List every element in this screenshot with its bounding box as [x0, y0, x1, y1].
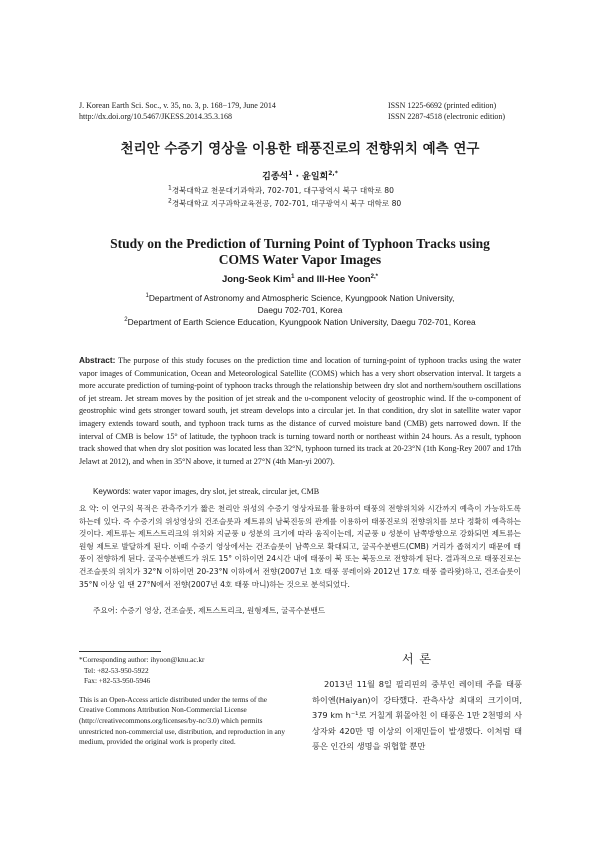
- korean-affiliations: [168, 184, 498, 210]
- korean-affiliation-1: [168, 184, 498, 197]
- issn-electronic: ISSN 2287-4518 (electronic edition): [388, 112, 506, 121]
- author-conjunction: and: [294, 274, 317, 285]
- author-separator: ·: [292, 172, 303, 182]
- korean-keywords: [93, 605, 521, 616]
- affiliation-text: 경북대학교 천문대기과학과, 702-701, 대구광역시 북구 대학로 80: [171, 186, 394, 195]
- english-author-2: Ill-Hee Yoon: [316, 274, 371, 285]
- korean-author-1: 김종석: [262, 172, 289, 182]
- keywords-label: Keywords:: [93, 487, 131, 496]
- keywords-text: water vapor images, dry slot, jet streak, circular jet, CMB: [132, 487, 320, 496]
- affiliation-text: Department of Earth Science Education, Kyungpook Nation University, Daegu 702-701, Korea: [127, 317, 476, 327]
- english-author-1-sup: 1: [291, 273, 295, 280]
- korean-abstract: [79, 503, 521, 591]
- korean-keywords-label: 주요어:: [93, 606, 118, 615]
- korean-title: 천리안 수증기 영상을 이용한 태풍진로의 전향위치 예측 연구: [120, 141, 480, 157]
- korean-abstract-label: 요 약:: [79, 504, 99, 513]
- english-affiliation-2: [60, 316, 540, 328]
- fax: Fax: +82-53-950-5946: [84, 676, 151, 686]
- english-title-line-1: Study on the Prediction of Turning Point of Typhoon Tracks using: [110, 236, 490, 251]
- korean-authors: [60, 169, 540, 182]
- journal-citation: [79, 100, 339, 122]
- doi-link[interactable]: http://dx.doi.org/10.5467/JKESS.2014.35.3.168: [79, 112, 232, 121]
- affiliation-sup: 2: [124, 317, 128, 324]
- phone: Tel: +82-53-950-5922: [84, 665, 149, 675]
- journal-line: J. Korean Earth Sci. Soc., v. 35, no. 3, p. 168−179, June 2014: [79, 101, 276, 110]
- korean-author-1-sup: 1: [288, 170, 293, 177]
- affiliation-sup: 1: [145, 293, 149, 300]
- abstract-text: The purpose of this study focuses on the prediction time and location of turning-point of typhoon tracks using the water vapor images of Communication, Ocean and Meteorological Satellite (COMS) which has a very short observation interval. It targets a more accurate prediction of turning-point of typhoon tracks through the relationship between dry slot and northern/southern oscillations of jet stream. Jet stream moves by the position of jet streak and the υ-component velocity of geostrophic wind. If the υ-component of geostrophic wind gets stronger toward south, jet stream develops into a circular jet. In that condition, dry slot in satellite water vapor imagery extends toward south, and typhoon track turns as the distance of curved moisture band (CMB) gets narrowed down. If the interval of CMB is below 15° of latitude, the typhoon track is turning toward north or northeast within 24 hours. As a result, typhoon track showed that when dry slot position was located less than 32°N, typhoon turned its track at 20-23°N (1th Kong-Rey 2007 and 17th Jelawt at 2012), and when in 35°N above, it turned at 27°N (4th Man-yi 2007).: [79, 356, 521, 466]
- issn-print: ISSN 1225-6692 (printed edition): [388, 101, 497, 110]
- korean-keywords-text: 수증기 영상, 건조슬롯, 제트스트리크, 원형제트, 굴곡수분밴드: [120, 606, 326, 615]
- english-author-2-sup: 2,*: [370, 273, 379, 280]
- english-authors: [60, 274, 540, 285]
- korean-abstract-text: 이 연구의 목적은 관측주기가 짧은 천리안 위성의 수증기 영상자료를 활용하여 태풍의 전향위치와 시간까지 예측이 가능하도록 하는데 있다. 즉 수증기의 위성영상의 건조슬롯과 제트류의 남북진동의 관계를 이용하여 태풍진로의 전향위치를 보다 정확히 예측하는 것이다. 제트류는 제트스트리크의 위치와 지균풍 υ 성분의 크기에 따라 움직이는데, 지균풍 υ 성분이 남쪽방향으로 강화되면 제트류는 원형 제트로 발달하게 된다. 이때 수증기 영상에서는 건조슬롯이 남쪽으로 확대되고, 굴곡수분밴드(CMB) 거리가 좁혀지기 때문에 태풍이 전향하게 된다. 굴곡수분밴드가 위도 15° 이하이면 24시간 내에 태풍이 북 또는 북동으로 전향하게 된다. 결과적으로 태풍진로는 건조슬롯의 위치가 32°N 이하이면 20-23°N 이하에서 전향(2007년 1호 태풍 콩레이와 2012년 17호 태풍 즐라왓)하고, 건조슬롯이 35°N 이상 일 땐 27°N에서 전향(2007년 4호 태풍 마니)하는 것으로 분석되었다.: [79, 504, 521, 589]
- english-affiliations: [60, 292, 540, 328]
- abstract-label: Abstract:: [79, 355, 116, 365]
- footnote: [79, 655, 293, 748]
- english-affiliation-1-cont: Daegu 702-701, Korea: [257, 305, 343, 315]
- issn-block: [388, 100, 538, 122]
- english-affiliation-1: [60, 292, 540, 304]
- intro-paragraph: 2013년 11월 8일 필리핀의 중부인 레이테 주를 태풍 하이옌(Haiyan)이 강타했다. 관측사상 최대의 크기이며, 379 km h⁻¹로 거칠게 휘몰아친 이 태풍은 1만 2천명의 사상자와 420만 명 이상의 이재민들이 발생했다. 이처럼 태풍은 인간의 생명을 위협할 뿐만: [312, 679, 522, 751]
- korean-author-2: 윤일희: [302, 172, 329, 182]
- section-heading-intro: 서 론: [402, 652, 432, 666]
- affiliation-text: Department of Astronomy and Atmospheric Science, Kyungpook Nation University,: [148, 293, 455, 303]
- english-title-line-2: COMS Water Vapor Images: [218, 252, 382, 267]
- footnote-rule: [79, 651, 161, 652]
- english-author-1: Jong-Seok Kim: [221, 274, 292, 285]
- korean-author-2-sup: 2,*: [328, 170, 338, 177]
- abstract: [79, 354, 521, 468]
- abstract-keywords: [93, 487, 521, 496]
- license-notice: This is an Open-Access article distributed under the terms of the Creative Commons Attribution Non-Commercial License (http://creativecommons.org/licenses/by-nc/3.0) which permits unrestricted non-commercial use, distribution, and reproduction in any medium, provided the original work is properly cited.: [79, 694, 286, 747]
- english-title: [40, 236, 560, 268]
- affiliation-text: 경북대학교 지구과학교육전공, 702-701, 대구광역시 북구 대학로 80: [171, 199, 402, 208]
- corresponding-author: *Corresponding author: ihyoon@knu.ac.kr: [79, 655, 205, 664]
- korean-affiliation-2: [168, 197, 498, 210]
- affiliation-sup: 2: [168, 197, 172, 205]
- affiliation-sup: 1: [168, 184, 172, 192]
